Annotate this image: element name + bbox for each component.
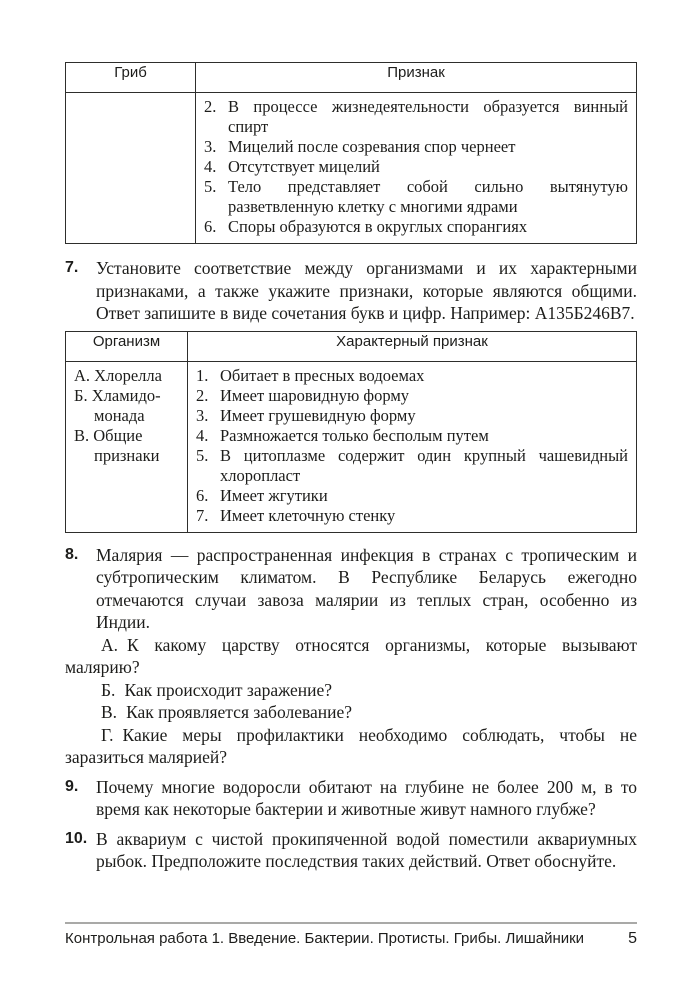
trait-item: 1. Обитает в пресных водоемах [196, 365, 425, 385]
trait-item: 4. Отсутствует мицелий [204, 157, 380, 176]
matching-table-header-organism: Организм [66, 331, 188, 361]
organism-item: В. Общие признаки [74, 425, 160, 465]
trait-item: 2. Имеет шаровидную форму [196, 385, 410, 405]
trait-item: 5. В цитоплазме содержит один крупный чашевидный хлоропласт [196, 445, 628, 485]
trait-item: 6. Имеет жгутики [196, 485, 328, 505]
question-10 [65, 828, 637, 873]
trait-item: 4. Размножается только бесполым путем [196, 425, 489, 445]
fragment-table-header-trait: Признак [196, 63, 637, 93]
organism-item: Б. Хламидо-монада [74, 385, 161, 425]
trait-item: 5. Тело представляет собой сильно вытянутую разветвленную клетку с многими ядрами [204, 177, 628, 216]
question-9-number: 9. [65, 777, 79, 795]
trait-item: 3. Имеет грушевидную форму [196, 405, 416, 425]
footer-title: Контрольная работа 1. Введение. Бактерии. Протисты. Грибы. Лишайники [65, 930, 585, 947]
matching-table-header-trait: Характерный признак [188, 331, 637, 361]
fragment-table-header-fungus: Гриб [66, 63, 196, 93]
question-8-sub-b: Б. Как происходит заражение? [101, 679, 333, 700]
fragment-table [65, 62, 637, 244]
question-8-sub-v: В. Как проявляется заболевание? [101, 702, 353, 722]
organism-item: А. Хлорелла [74, 365, 162, 385]
trait-item: 7. Имеет клеточную стенку [196, 505, 396, 525]
question-10-text: В аквариум с чистой прокипяченной водой поместили аквариумных рыбок. Предположите последствия таких действий. Ответ обоснуйте. [96, 828, 637, 871]
matching-table [65, 331, 637, 533]
question-9-text: Почему многие водоросли обитают на глубине не более 200 м, в то время как некоторые бактерии и животные живут намного глубже? [96, 776, 637, 819]
fragment-table-empty-cell [66, 93, 196, 244]
page-footer [65, 922, 637, 948]
trait-item: 2. В процессе жизнедеятельности образуется винный спирт [204, 97, 628, 136]
question-7-number: 7. [65, 259, 79, 276]
question-8-sub-a: А. К какому царству относятся организмы, которые вызывают малярию? [65, 634, 637, 677]
question-8-sub-g: Г. Какие меры профилактики необходимо соблюдать, чтобы не заразиться малярией? [65, 724, 637, 767]
matching-table-traits-cell [188, 361, 637, 532]
trait-item: 3. Мицелий после созревания спор чернеет [204, 137, 516, 156]
question-7-text: Установите соответствие между организмами и их характерными признаками, а также укажите признаки, которые являются общими. Ответ запишите в виде сочетания букв и цифр. Например: А135Б246В7. [96, 258, 637, 323]
trait-item: 6. Споры образуются в округлых спорангиях [204, 217, 528, 236]
question-10-number: 10. [65, 829, 88, 847]
question-8 [65, 544, 637, 634]
fragment-table-traits-cell [196, 93, 637, 244]
page-number: 5 [628, 930, 637, 947]
question-8-intro: Малярия — распространенная инфекция в странах с тропическим и субтропическим климатом. В Республике Беларусь ежегодно отмечаются случаи завоза малярии из теплых стран, особенно из Индии. [96, 544, 637, 632]
question-7 [65, 257, 637, 325]
question-8-number: 8. [65, 545, 79, 563]
matching-table-organisms-cell [66, 361, 188, 532]
question-9 [65, 776, 637, 821]
